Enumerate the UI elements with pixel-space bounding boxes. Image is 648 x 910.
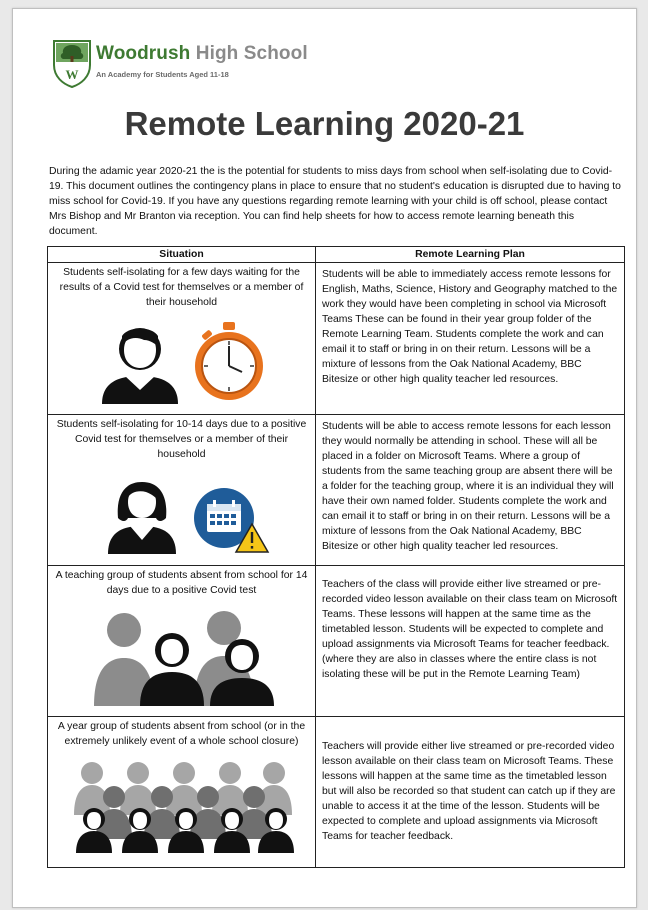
plan-cell bbox=[316, 717, 625, 868]
page-title: Remote Learning 2020-21 bbox=[124, 105, 525, 142]
intro-paragraph: During the adamic year 2020-21 the is the potential for students to miss days from school when self-isolating due to Covid-19. This document outlines the contingency plans in place to ensure that no student's education is disrupted due to having to miss school for Covid-19. If you have any questions regarding remote learning with your child is off school, please contact Mrs Bishop and Mr Branton via reception. You can find help sheets for how to access remote learning beneath this document. bbox=[49, 166, 621, 237]
situation-cell bbox=[48, 415, 316, 566]
situation-cell bbox=[48, 566, 316, 717]
school-crest-icon bbox=[51, 39, 93, 89]
remote-learning-table bbox=[47, 246, 625, 868]
large-group-icon bbox=[68, 753, 296, 853]
table-header-row bbox=[48, 247, 625, 263]
plan-cell bbox=[316, 566, 625, 717]
situation-cell bbox=[48, 263, 316, 415]
svg-text:W: W bbox=[65, 67, 79, 82]
table-row bbox=[48, 415, 625, 566]
header-plan: Remote Learning Plan bbox=[316, 247, 625, 263]
person-and-calendar-warning-icon bbox=[92, 466, 272, 556]
school-tagline: An Academy for Students Aged 11-18 bbox=[96, 70, 229, 79]
school-name: Woodrush High School bbox=[96, 43, 308, 64]
document-page bbox=[12, 8, 637, 908]
situation-text: A year group of students absent from school (or in the extremely unlikely event of a whole school closure) bbox=[57, 721, 306, 747]
plan-cell: Students will be able to immediately access remote lessons for English, Maths, Science, History and Geography matched to the work they would have been completing in school via Microsoft Teams These can be found in their year group folder of the Remote Learning Team. Students complete the work and can email it to staff or bring in on their return. Lessons will be a mixture of lessons from the Oak National Academy, BBC Bitesize or other high quality teacher led resources. bbox=[316, 263, 625, 415]
situation-text: Students self-isolating for a few days waiting for the results of a Covid test for themselves or a member of their household bbox=[59, 267, 304, 308]
table-row bbox=[48, 717, 625, 868]
situation-cell bbox=[48, 717, 316, 868]
person-and-stopwatch-icon bbox=[92, 314, 272, 404]
header-situation: Situation bbox=[48, 247, 316, 263]
plan-text: Teachers of the class will provide either live streamed or pre-recorded video lesson available on their class team on Microsoft Teams. These lessons will happen at the same time as the timetabled lesson. Students will be expected to complete and upload assignments via Microsoft Teams for teacher feedback. (where they are also in classes where the entire class is not isolating these will be put in the Remote Learning Team) bbox=[322, 579, 618, 680]
plan-cell: Students will be able to access remote lessons for each lesson they would normally be attending in school. These will all be placed in a folder on Microsoft Teams. Where a group of students from the same teaching group are absent there will be a folder for the teaching group, where it is an individual they will have their own named folder. Students complete the work and can email it to staff or bring in on their return. Lessons will be a mixture of lessons from the Oak National Academy, BBC Bitesize or other high quality teacher led resources. bbox=[316, 415, 625, 566]
situation-text: A teaching group of students absent from school for 14 days due to a positive Covid test bbox=[55, 570, 308, 596]
situation-text: Students self-isolating for 10-14 days due to a positive Covid test for themselves or a member of their household bbox=[56, 419, 307, 460]
plan-text: Teachers will provide either live streamed or pre-recorded video lesson available on their class team on Microsoft Teams. These lessons will happen at the same time as the timetabled lesson but will also be recorded so that student can catch up if they are unable to access it at the time of the lesson. Students will be expected to complete and upload assignments via Microsoft Teams for teacher feedback. bbox=[322, 741, 616, 842]
small-group-icon bbox=[72, 602, 292, 706]
table-row bbox=[48, 566, 625, 717]
table-row bbox=[48, 263, 625, 415]
